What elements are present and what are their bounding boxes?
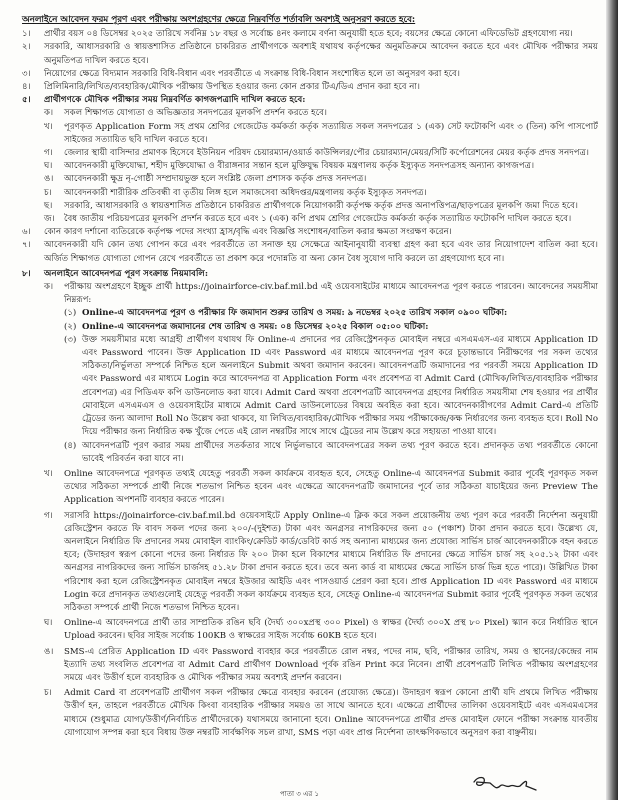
sub-item-text: SMS-এ প্রেরিত Application ID এবং Password ব্যবহার করে পরবর্তীতে রোল নম্বর, পদের নাম, ছবি, পরীক্ষার তারিখ, সময় ও স্থানের/কেন্দ্রের নাম ইত্যাদি তথ্য সংবলিত প্রবেশপত্র বা Admit Card প্রার্থীগণ Download পূর্বক রঙিন Print করে নিবেন। প্রার্থী প্রবেশপত্রটি লিখিত পরীক্ষায় অংশগ্রহণের সময়ে এবং উত্তীর্ণ হলে ব্যবহারিক ও মৌখিক পরীক্ষার সময় অবশ্যই প্রদর্শন করবেন।: [64, 646, 598, 683]
sub-item-text: Online আবেদনপত্রে পূরণকৃত তথ্যই যেহেতু পরবর্তী সকল কার্যক্রমে ব্যবহৃত হবে, সেহেতু Online-এ আবেদনপত্র Submit করার পূর্বেই পূরণকৃত সকল তথ্যের সঠিকতা সম্পর্কে প্রার্থী নিজে শতভাগ নিশ্চিত হবেন এবং এক্ষেত্রে আবেদনপত্রটি জমাদানের পূর্বে তার সঠিকতা যাচাইয়ের জন্য Preview The Application অপশনটি ব্যবহার করতে পারেন।: [64, 468, 598, 506]
item-number: ৪।: [22, 82, 31, 93]
sub-item-number: ঙ।: [44, 646, 54, 657]
sub-item-number: গ।: [44, 510, 53, 521]
sub-item: [44, 646, 598, 686]
sub-item: [44, 121, 598, 147]
sub-item-number: চ।: [44, 688, 52, 699]
list-item: [22, 28, 598, 41]
sub-item: [44, 281, 598, 307]
deadline-point: [64, 307, 598, 320]
list-item: [22, 226, 598, 239]
instruction-point: [64, 440, 598, 466]
sub-item: [44, 187, 598, 200]
sub-item-text: পূরণকৃত Application Form সহ প্রথম শ্রেণির গেজেটেড কর্মকর্তা কর্তৃক সত্যায়িত সকল সনদপত্রের ১ (এক) সেট ফটোকপি এবং ৩ (তিন) কপি পাসপোর্ট সাইজের সত্যায়িত ছবি দাখিল করতে হবে।: [64, 121, 598, 145]
sub-item: [44, 510, 598, 616]
sub-item-number: গ।: [44, 148, 53, 159]
sub-item-number: জ।: [44, 214, 55, 225]
item-text: নিয়োগের ক্ষেত্রে বিদ্যমান সরকারি বিধি-বিধান এবং পরবর্তীতে এ সংক্রান্ত বিধি-বিধান সংশোধিত হলে তা অনুসরণ করা হবে।: [44, 68, 460, 79]
sub-item-text: পরীক্ষায় অংশগ্রহণে ইচ্ছুক প্রার্থী https://joinairforce-civ.baf.mil.bd এই ওয়েবসাইটের মাধ্যমে আবেদনপত্র পূরণ করতে পারবেন। আবেদনের সময়সীমা নিম্নরূপ:: [64, 282, 598, 306]
list-item: [22, 68, 598, 81]
sub-item: [44, 687, 598, 740]
sub-item-text: Online-এ আবেদনপত্রে প্রার্থী তার সাম্প্রতিক রঙিন ছবি (দৈর্ঘ্য ৩০০xপ্রস্থ ৩০০ Pixel) ও স্বাক্ষর (দৈর্ঘ্য ৩০০X প্রস্থ ৮০ Pixel) স্ক্যান করে নির্ধারিত স্থানে Upload করবেন। ছবির সাইজ সর্বোচ্চ 100KB ও স্বাক্ষরের সাইজ সর্বোচ্চ 60KB হতে হবে।: [64, 618, 598, 642]
sub-item: [44, 200, 598, 213]
item-text: প্রার্থীর বয়স ০৪ ডিসেম্বর ২০২৫ তারিখে সর্বনিম্ন ১৮ বছর ও সর্বোচ্চ ৪নং কলামে বর্ণনা অনুযায়ী হতে হবে; বয়সের ক্ষেত্রে কোনো এফিডেভিট গ্রহণযোগ্য নয়।: [44, 29, 573, 40]
sub-item-number: চ।: [44, 187, 52, 198]
document-content: [22, 14, 598, 740]
list-item: [22, 81, 598, 94]
point-number: (৪): [64, 440, 77, 451]
item-number: ১।: [22, 29, 31, 40]
deadline-point: [64, 321, 598, 334]
point-number: (৩): [64, 334, 77, 345]
sub-item-text: আবেদনকারী শারীরিক প্রতিবন্ধী বা তৃতীয় লিঙ্গ হলে সমাজসেবা অধিদপ্তর/মন্ত্রণালয় কর্তৃক ইস্যুকৃত সনদপত্র।: [64, 187, 427, 198]
sub-item-number: ঘ।: [44, 618, 53, 629]
sub-item-text: সকল শিক্ষাগত যোগ্যতা ও অভিজ্ঞতার সনদপত্রের মূলকপি প্রদর্শন করতে হবে।: [64, 108, 328, 119]
sub-item: [44, 160, 598, 173]
sub-item-number: ঙ।: [44, 174, 54, 185]
item-number: ৭।: [22, 240, 31, 251]
item-text: প্রার্থীগণকে মৌখিক পরীক্ষার সময় নিম্নবর্ণিত কাগজপত্রাদি দাখিল করতে হবে:: [44, 95, 306, 106]
item-text: সরকারি, আধাসরকারি ও স্বায়ত্তশাসিত প্রতিষ্ঠানে চাকরিরত প্রার্থীগণকে অবশ্যই যথাযথ কর্তৃপক্ষের অনুমতিক্রমে আবেদন করতে হবে এবং মৌখিক পরীক্ষার সময় অনুমতিপত্র দাখিল করতে হবে।: [44, 42, 598, 66]
item-text: কোন কারণ দর্শানো ব্যতিরেকে কর্তৃপক্ষ পদের সংখ্যা হ্রাস/বৃদ্ধি এবং বিজ্ঞপ্তি সংশোধন/বাতিল করার ক্ষমতা সংরক্ষণ করেন।: [44, 227, 452, 238]
sub-item-text: Admit Card বা প্রবেশপত্রটি প্রার্থীগণ সকল পরীক্ষার ক্ষেত্রে ব্যবহার করবেন (প্রযোজ্য ক্ষেত্রে)। উদাহরণ স্বরূপ কোনো প্রার্থী যদি প্রথমে লিখিত পরীক্ষায় উত্তীর্ণ হন, তাহলে পরবর্তীতে মৌখিক কিংবা ব্যবহারিক পরীক্ষার সময়ও তা সাথে আনতে হবে। এক্ষেত্রে প্রার্থীদের তালিকা ওয়েবসাইটে এবং এসএমএসের মাধ্যমে (শুধুমাত্র যোগ্য/উত্তীর্ণ/নির্বাচিত প্রার্থীদেরকে) যথাসময়ে জানানো হবে। Online আবেদনপত্রে প্রার্থীর প্রদত্ত মোবাইল ফোনে পরীক্ষা সংক্রান্ত যাবতীয় যোগাযোগ সম্পন্ন করা হবে বিধায় উক্ত নম্বরটি সার্বক্ষণিক সচল রাখা, SMS পড়া এবং প্রাপ্ত নির্দেশনা তাৎক্ষণিকভাবে অনুসরণ করা বাঞ্ছনীয়।: [64, 688, 598, 738]
sub-item-number: খ।: [44, 121, 53, 132]
item-number: ৮।: [22, 268, 31, 279]
sub-item-number: খ।: [44, 468, 53, 479]
sub-item-text: আবেদনকারী মুক্তিযোদ্ধা, শহীদ মুক্তিযোদ্ধা ও বীরাঙ্গনার সন্তান হলে মুক্তিযুদ্ধ বিষয়ক মন্ত্রণালয় কর্তৃক ইস্যুকৃত সনদপত্রসহ অন্যান্য কাগজপত্র।: [64, 161, 535, 172]
scan-edge-shadow: [606, 0, 618, 800]
page-number: পাতা ৩ এর ১: [280, 790, 320, 798]
sub-item: [44, 147, 598, 160]
point-text: আবেদনপত্রটি পূরণ করার সময় প্রার্থীদের সতর্কতার সাথে নির্ভুলভাবে আবেদনপত্রের সকল তথ্য পূরণ করতে হবে। প্রদানকৃত তথ্য পরবর্তীতে কোনো ভাবেই পরিবর্তন করা যাবে না।: [82, 440, 598, 464]
sub-item-text: সরকারি, আধাসরকারি ও স্বায়ত্তশাসিত প্রতিষ্ঠানে চাকরিরত প্রার্থীগণকে নিয়োগকারী কর্তৃপক্ষ কর্তৃক প্রদত্ত অনাপত্তিপত্র/ছাড়পত্রের মূলকপি জমা দিতে হবে।: [64, 200, 578, 211]
sub-item-number: ক।: [44, 108, 54, 119]
point-text: উক্ত সময়সীমার মধ্যে আগ্রহী প্রার্থীগণ যথাযথ ফি Online-এ প্রদানের পর রেজিস্ট্রেশনকৃত মোবাইল নম্বরে এসএমএস-এর মাধ্যমে Application ID এবং Password পাবেন। উক্ত Application ID এবং Password এর মাধ্যমে আবেদনপত্র পূরণ করে চূড়ান্তভাবে নিরীক্ষণের পর সকল তথ্যের সঠিকতা/নির্ভুলতা সম্পর্কে নিশ্চিত হলে অনলাইনে Submit অথবা জমাদান করবেন। আবেদনপত্রটি জমাদানের পর পরবর্তী সময়ে Application ID এবং Password এর মাধ্যমে Login করে আবেদনপত্র বা Application Form এবং প্রবেশপত্র বা Admit Card (মৌখিক/লিখিত/ব্যবহারিক পরীক্ষার প্রবেশপত্র) এর পিডিএফ কপি ডাউনলোড করা যাবে। Admit Card অথবা প্রবেশপত্রটি আবেদনপত্র গ্রহণের নির্ধারিত সময়সীমা শেষ হওয়ার পর প্রার্থীর মোবাইলে এসএমএস ও ওয়েবসাইটের মাধ্যমে Admit Card ডাউনলোডের বিষয়ে অবহিত করা হবে। আবেদনকারীগণের Admit Card-এ প্রতিটি ট্রেডের জন্য আলাদা Roll No উল্লেখ করা থাকবে, যা লিখিত/ব্যবহারিক/মৌখিক পরীক্ষার সময় পরীক্ষাকেন্দ্র/কক্ষ নির্ধারণের জন্য ব্যবহৃত হবে। Roll No দিয়ে পরীক্ষার জন্য নির্ধারিত কক্ষ খুঁজে পেতে এই রোল নম্বরটির সাথে সাথে ট্রেডের নাম উল্লেখ করে সহায়তা পাওয়া যাবে।: [82, 334, 598, 438]
section-heading: অনলাইনে আবেদন ফরম পূরণ এবং পরীক্ষায় অংশগ্রহণের ক্ষেত্রে নিম্নবর্ণিত শর্তাবলি অবশ্যই অনুসরণ করতে হবে:: [22, 15, 416, 25]
sub-item-text: জেলার স্থায়ী বাসিন্দার প্রমাণক হিসেবে ইউনিয়ন পরিষদ চেয়ারম্যান/ওয়ার্ড কাউন্সিলর/পৌর চেয়ারম্যান/মেয়র/সিটি কর্পোরেশনের মেয়র কর্তৃক প্রদত্ত সনদপত্র।: [64, 148, 589, 159]
list-item: [22, 41, 598, 67]
sub-item-number: ছ।: [44, 200, 53, 211]
sub-item: [44, 617, 598, 643]
item-number: ৬।: [22, 227, 31, 238]
signature-icon: [470, 774, 540, 796]
sub-item-text: আবেদনকারী ক্ষুদ্র নৃ-গোষ্ঠী সম্প্রদায়ভুক্ত হলে সংশ্লিষ্ট জেলা প্রশাসক কর্তৃক প্রদত্ত সনদপত্র।: [64, 174, 367, 185]
sub-item: [44, 107, 598, 120]
sub-item-number: ক।: [44, 282, 54, 293]
list-item: [22, 94, 598, 107]
point-number: (২): [64, 321, 77, 332]
sub-item: [44, 173, 598, 186]
item-number: ৫।: [22, 95, 31, 106]
item-number: ৩।: [22, 68, 31, 79]
list-item: [22, 239, 598, 265]
point-text: Online-এ আবেদনপত্র জমাদানের শেষ তারিখ ও সময়: ০৪ ডিসেম্বর ২০২৫ বিকাল ০৫:০০ ঘটিকা:: [82, 321, 429, 332]
section-8-title: [22, 268, 598, 281]
item-text: আবেদনকারী যদি কোন তথ্য গোপন করে এবং পরবর্তীতে তা সনাক্ত হয় সেক্ষেত্রে আইনানুযায়ী ব্যবস্থা গ্রহণ করা হবে এবং তার নিয়োগাদেশ বাতিল করা হবে। অর্জিত শিক্ষাগত যোগ্যতা গোপন রেখে পরবর্তীতে তা প্রকাশ করে পদোন্নতি বা অন্য কোন বৈধ সুযোগ দাবি করলে তা গ্রহণযোগ্য হবে না।: [44, 240, 598, 264]
sub-item-text: বৈধ জাতীয় পরিচয়পত্রের মূলকপি প্রদর্শন করতে হবে এবং ১ (এক) কপি প্রথম শ্রেণির গেজেটেড কর্মকর্তা কর্তৃক সত্যায়িত ফটোকপি দাখিল করতে হবে।: [64, 214, 572, 225]
point-number: (১): [64, 308, 77, 319]
instruction-point: [64, 334, 598, 440]
sub-item-text: সরাসরি https://joinairforce-civ.baf.mil.bd ওয়েবসাইটে Apply Online-এ ক্লিক করে সকল প্রয়োজনীয় তথ্য পূরণ করে পরবর্তী নির্দেশনা অনুযায়ী রেজিস্ট্রেশন করতে ফি বাবদ সকল পদের জন্য ২০০/-(দুইশত) টাকা এবং অনগ্রসর নাগরিকদের জন্য ৫০ (পঞ্চাশ) টাকা প্রদান করতে হবে। উল্লেখ্য যে, অনলাইনে নির্ধারিত ফি প্রদানের সময় মোবাইল ব্যাংকিং/ক্রেডিট কার্ড/ডেবিট কার্ড সহ অন্যান্য মাধ্যমের জন্য প্রযোজ্য সার্ভিস চার্জ আবেদনকারীকে বহন করতে হবে; (উদাহরণ স্বরূপ কোনো পদের জন্য নির্ধারত ফি ২০০ টাকা হলে বিকাশের মাধ্যমে নির্ধারিত ফি প্রদানের ক্ষেত্রে সার্ভিস চার্জ সহ ২০৫.১২ টাকা এবং অনগ্রসর নাগরিকদের জন্য সার্ভিস চার্জসহ ৫১.২৮ টাকা প্রদান করতে হবে। তবে অন্য কার্ড বা মাধ্যমের ক্ষেত্রে সার্ভিস চার্জ ভিন্ন হতে পারে)। উল্লিখিত টাকা পরিশোধ করা হলে রেজিস্ট্রেশনকৃত মোবাইল নম্বরে ইউজার আইডি এবং পাসওয়ার্ড প্রেরণ করা হবে। প্রাপ্ত Application ID এবং Password এর মাধ্যমে Login করে প্রদানকৃত তথ্যগুলোই যেহেতু পরবর্তী সকল কার্যক্রমে ব্যবহৃত হবে, সেহেতু Online-এ আবেদনপত্র Submit করার পূর্বেই পূরণকৃত সকল তথ্যের সঠিকতা সম্পর্কে প্রার্থী নিজে শতভাগ নিশ্চিত হবেন।: [64, 510, 598, 613]
sub-item: [44, 213, 598, 226]
item-text: প্রিলিমিনারি/লিখিত/ব্যবহারিক/মৌখিক পরীক্ষায় উপস্থিত হওয়ার জন্য কোন প্রকার টিএ/ডিএ প্রদান করা হবে না।: [44, 82, 420, 93]
point-text: Online-এ আবেদনপত্র পূরণ ও পরীক্ষার ফি জমাদান শুরুর তারিখ ও সময়: ৯ নভেম্বর ২০২৫ তারিখ সকাল ০৯০০ ঘটিকা:: [82, 308, 508, 319]
item-number: ২।: [22, 42, 31, 53]
item-text: অনলাইনে আবেদনপত্র পূরণ সংক্রান্ত নিয়মাবলি:: [44, 268, 209, 279]
sub-item: [44, 468, 598, 508]
sub-item-number: ঘ।: [44, 161, 53, 172]
